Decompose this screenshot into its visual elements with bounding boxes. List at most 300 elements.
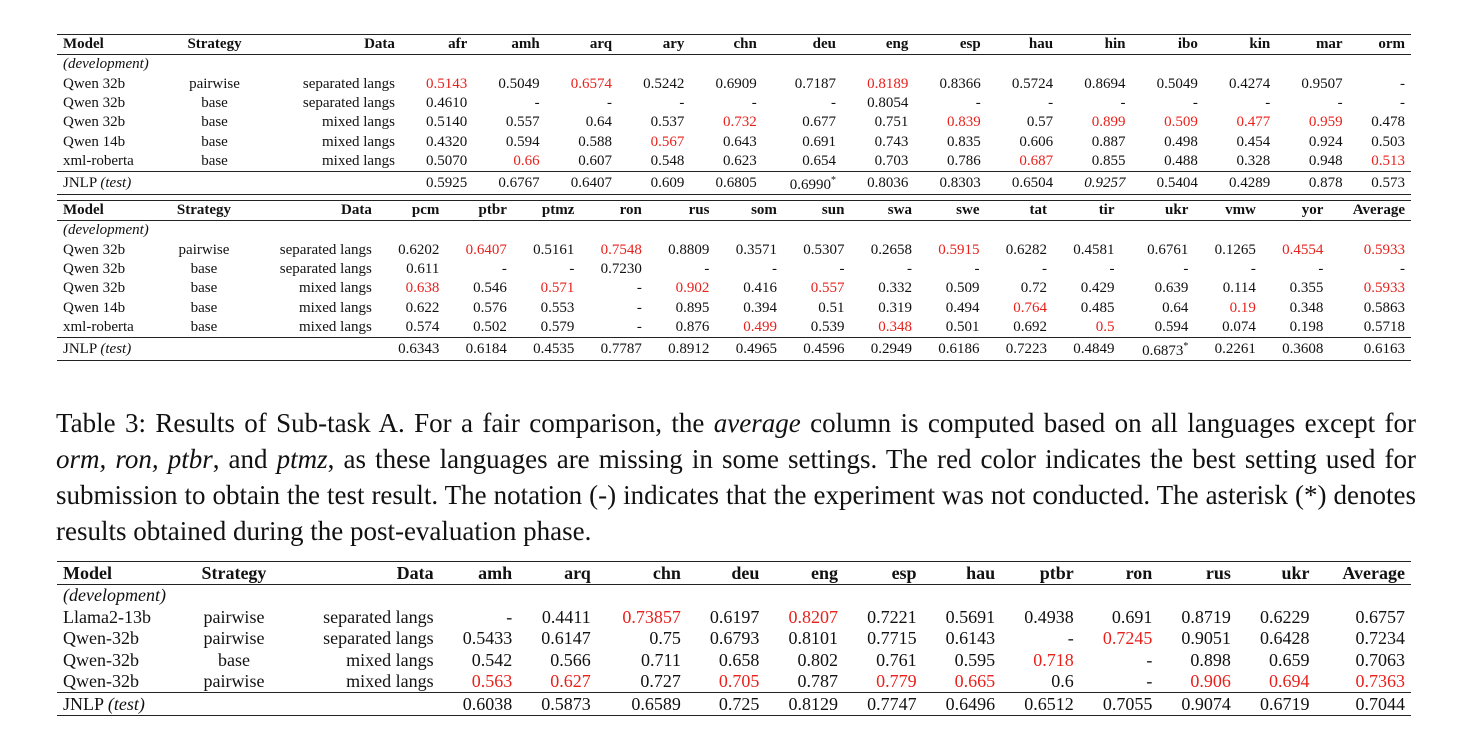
caption-rest: , as these languages are missing in some settings. The red color indicates the best setting used for submission to obtain the test result. The notation (-) indicates that the experiment was not conducted. The asterisk (*) denotes results obtained during the post-evaluation phase. [56, 444, 1416, 546]
value-cell: 0.7221 [867, 606, 917, 627]
empty-cell [1194, 221, 1262, 241]
value-cell: 0.594 [505, 133, 540, 150]
value-cell: 0.718 [1033, 649, 1074, 670]
value-cell: separated langs [323, 606, 434, 627]
value-cell: 0.6574 [570, 75, 613, 92]
value-cell: 0.5140 [426, 114, 468, 131]
value-cell: pairwise [203, 671, 265, 692]
value-cell: 0.638 [405, 280, 440, 297]
test-value-text: 0.6805 [715, 174, 757, 191]
test-value [546, 172, 618, 195]
test-value [783, 338, 851, 361]
test-value-text: 0.6719 [1259, 693, 1310, 714]
value-cell: - [906, 261, 912, 278]
value-cell: 0.537 [650, 114, 685, 131]
test-model: JNLP [63, 174, 97, 191]
value-cell: 0.732 [723, 114, 757, 131]
empty-cell [1059, 55, 1131, 75]
value-cell: 0.4610 [426, 95, 468, 112]
empty-cell [923, 584, 1002, 606]
column-header: Data [259, 35, 400, 55]
test-value [1262, 338, 1330, 361]
value-cell: - [830, 95, 836, 112]
column-header: rus [648, 201, 716, 221]
asterisk-mark: * [830, 175, 836, 187]
test-value [763, 172, 842, 195]
test-value-text: 0.725 [718, 693, 760, 714]
value-cell: 0.4320 [426, 133, 468, 150]
column-header: swe [918, 201, 986, 221]
value-cell: 0.332 [878, 280, 912, 297]
empty-cell [445, 221, 513, 241]
value-cell: 0.6147 [541, 628, 591, 649]
test-value [765, 693, 844, 716]
empty-cell [842, 55, 914, 75]
value-cell: 0.588 [578, 133, 613, 150]
table-caption [56, 405, 1416, 549]
column-header: esp [844, 562, 923, 585]
value-cell: - [751, 95, 757, 112]
test-value-text: 0.6343 [398, 340, 440, 357]
value-cell: 0.895 [675, 299, 710, 316]
value-cell: 0.595 [954, 649, 996, 670]
value-cell: 0.6428 [1259, 628, 1310, 649]
test-value [842, 172, 914, 195]
value-cell: mixed langs [322, 114, 395, 131]
test-value [687, 693, 766, 716]
value-cell: - [1183, 261, 1189, 278]
value-cell: 0.478 [1371, 114, 1405, 131]
value-cell: - [607, 95, 613, 112]
value-cell: 0.498 [1164, 133, 1198, 150]
value-cell: 0.2658 [870, 241, 912, 258]
value-cell: 0.7548 [600, 241, 642, 258]
test-value [513, 338, 581, 361]
value-cell: 0.5724 [1011, 75, 1054, 92]
value-cell: 0.503 [1371, 133, 1405, 150]
test-value-text: 0.7787 [600, 340, 642, 357]
value-cell: 0.751 [874, 114, 909, 131]
test-value [473, 172, 545, 195]
table-row [57, 113, 1411, 132]
column-header: som [715, 201, 783, 221]
empty-cell [580, 221, 648, 241]
value-cell: 0.7063 [1355, 649, 1405, 670]
value-cell: pairwise [189, 75, 240, 92]
value-cell: 0.6757 [1355, 606, 1405, 627]
value-cell: base [190, 299, 218, 316]
column-header: amh [440, 562, 519, 585]
test-value-text: 0.7055 [1102, 693, 1153, 714]
column-header: ary [618, 35, 690, 55]
value-cell: - [679, 95, 685, 112]
value-cell: 0.198 [1289, 318, 1324, 335]
value-cell: base [201, 152, 228, 169]
caption-mid1: column is computed based on all languages except for [800, 408, 1416, 438]
test-value [1329, 338, 1411, 361]
column-header: hau [923, 562, 1002, 585]
value-cell: base [190, 280, 218, 297]
test-value-text: 0.573 [1371, 174, 1405, 191]
value-cell: 0.606 [1019, 133, 1054, 150]
empty-cell [1121, 221, 1195, 241]
empty-cell [170, 172, 260, 195]
dev-label-row [57, 55, 1411, 75]
value-cell: 0.906 [1190, 671, 1231, 692]
column-header: arq [546, 35, 618, 55]
value-cell: 0.898 [1190, 649, 1231, 670]
header-row [57, 201, 1411, 221]
model-cell: xml-roberta [63, 318, 134, 335]
model-cell: Qwen-32b [63, 649, 139, 670]
value-cell: 0.711 [641, 649, 681, 670]
value-cell: 0.494 [945, 299, 980, 316]
value-cell: 0.576 [473, 299, 507, 316]
value-cell: 0.8366 [939, 75, 981, 92]
value-cell: 0.643 [723, 133, 757, 150]
value-cell: - [501, 261, 507, 278]
test-value [1001, 693, 1080, 716]
test-value-text: 0.5873 [541, 693, 591, 714]
value-cell: 0.7715 [867, 628, 917, 649]
column-header: deu [763, 35, 842, 55]
empty-cell [687, 584, 766, 606]
empty-cell [513, 221, 581, 241]
test-value-text: 0.7044 [1355, 693, 1405, 714]
value-cell: - [1337, 95, 1343, 112]
value-cell: 0.66 [513, 152, 540, 169]
value-cell: - [636, 299, 642, 316]
column-header: Model [57, 562, 185, 585]
value-cell: 0.8207 [788, 606, 838, 627]
value-cell: 0.8189 [867, 75, 909, 92]
value-cell: 0.5161 [533, 241, 575, 258]
test-value-text: 0.6038 [462, 693, 513, 714]
value-cell: - [771, 261, 777, 278]
column-header: ptbr [1001, 562, 1080, 585]
value-cell: 0.72 [1020, 280, 1047, 297]
column-header: eng [842, 35, 914, 55]
model-cell: Qwen 14b [63, 133, 126, 150]
empty-cell [378, 221, 446, 241]
table-row [57, 298, 1411, 317]
value-cell: 0.659 [1268, 649, 1310, 670]
header-row [57, 562, 1411, 585]
empty-cell [1080, 584, 1159, 606]
value-cell: 0.19 [1229, 299, 1256, 316]
table-row [57, 260, 1411, 279]
test-value [1080, 693, 1159, 716]
value-cell: 0.959 [1308, 114, 1343, 131]
value-cell: - [1265, 95, 1271, 112]
value-cell: 0.5933 [1363, 280, 1405, 297]
test-value-text: 0.9074 [1181, 693, 1231, 714]
column-header: ukr [1121, 201, 1195, 221]
test-value [445, 338, 513, 361]
value-cell: 0.594 [1154, 318, 1189, 335]
test-value-text: 0.9257 [1084, 174, 1126, 191]
empty-cell [518, 584, 597, 606]
value-cell: 0.658 [718, 649, 760, 670]
test-value-text: 0.5404 [1156, 174, 1198, 191]
value-cell: 0.4274 [1228, 75, 1271, 92]
results-table-2 [57, 200, 1411, 361]
value-cell: 0.727 [640, 671, 681, 692]
test-value-text: 0.6407 [570, 174, 613, 191]
value-cell: - [1146, 671, 1153, 692]
model-cell: Qwen 32b [63, 261, 126, 278]
value-cell: 0.553 [540, 299, 575, 316]
value-cell: 0.7363 [1355, 671, 1405, 692]
test-value-text: 0.7747 [867, 693, 917, 714]
value-cell: 0.764 [1013, 299, 1047, 316]
value-cell: mixed langs [346, 671, 434, 692]
test-value [715, 338, 783, 361]
value-cell: 0.654 [802, 152, 836, 169]
column-header: swa [850, 201, 918, 221]
value-cell: 0.855 [1091, 152, 1126, 169]
value-cell: 0.394 [743, 299, 777, 316]
test-value [985, 338, 1053, 361]
model-cell: Qwen 32b [63, 114, 126, 131]
value-cell: 0.499 [743, 318, 777, 335]
test-model-cell [57, 172, 170, 195]
value-cell: 0.6202 [398, 241, 440, 258]
column-header: sun [783, 201, 851, 221]
value-cell: 0.691 [802, 133, 836, 150]
test-model-cell [57, 693, 185, 716]
value-cell: 0.57 [1026, 114, 1054, 131]
value-cell: - [636, 318, 642, 335]
value-cell: 0.557 [810, 280, 845, 297]
model-cell: Llama2-13b [63, 606, 151, 627]
value-cell: 0.802 [797, 649, 838, 670]
value-cell: separated langs [323, 628, 434, 649]
test-value-text: 0.5925 [426, 174, 468, 191]
column-header: Average [1315, 562, 1411, 585]
value-cell: 0.6909 [715, 75, 757, 92]
value-cell: 0.622 [405, 299, 440, 316]
column-header: Model [57, 201, 162, 221]
test-value [1204, 172, 1276, 195]
test-row [57, 338, 1411, 361]
value-cell: - [1120, 95, 1126, 112]
table-row [57, 318, 1411, 338]
empty-cell [185, 693, 283, 716]
value-cell: 0.548 [650, 152, 685, 169]
value-cell: 0.7245 [1102, 628, 1153, 649]
empty-cell [618, 55, 690, 75]
test-label: (test) [100, 174, 132, 191]
empty-cell [1276, 55, 1348, 75]
empty-cell [246, 338, 378, 361]
empty-cell [918, 221, 986, 241]
value-cell: 0.64 [1162, 299, 1189, 316]
value-cell: 0.611 [406, 261, 440, 278]
column-header: tir [1053, 201, 1121, 221]
value-cell: 0.5933 [1363, 241, 1405, 258]
test-value-text: 0.4849 [1073, 340, 1115, 357]
value-cell: 0.8694 [1084, 75, 1126, 92]
value-cell: 0.5242 [643, 75, 685, 92]
test-value-text: 0.2949 [870, 340, 912, 357]
test-value-text: 0.4596 [803, 340, 845, 357]
value-cell: 0.687 [1019, 152, 1054, 169]
test-model: JNLP [63, 693, 104, 714]
value-cell: - [1042, 261, 1047, 278]
value-cell: 0.513 [1371, 152, 1405, 169]
empty-cell [987, 55, 1059, 75]
value-cell: - [839, 261, 845, 278]
value-cell: 0.607 [578, 152, 613, 169]
test-value [1349, 172, 1411, 195]
value-cell: - [1400, 261, 1405, 278]
test-value-text: 0.8912 [668, 340, 710, 357]
column-header: ptmz [513, 201, 581, 221]
value-cell: 0.5718 [1363, 318, 1405, 335]
table-row [57, 606, 1411, 628]
value-cell: 0.6793 [709, 628, 760, 649]
value-cell: 0.501 [945, 318, 980, 335]
test-value-text: 0.7223 [1005, 340, 1047, 357]
value-cell: 0.328 [1236, 152, 1271, 169]
value-cell: 0.566 [550, 649, 591, 670]
column-header: Data [246, 201, 378, 221]
column-header: Strategy [185, 562, 283, 585]
empty-cell [546, 55, 618, 75]
caption-em-average: average [713, 408, 801, 438]
column-header: tat [985, 201, 1053, 221]
caption-em-langs: orm, ron, ptbr [56, 444, 213, 474]
value-cell: 0.485 [1080, 299, 1115, 316]
dev-label: (development) [63, 56, 149, 73]
value-cell: - [1250, 261, 1256, 278]
value-cell: 0.4938 [1024, 606, 1074, 627]
model-cell: xml-roberta [63, 152, 134, 169]
test-label: (test) [100, 340, 132, 357]
value-cell: 0.899 [1091, 114, 1126, 131]
test-value [923, 693, 1002, 716]
value-cell: 0.786 [946, 152, 981, 169]
value-cell: - [1048, 95, 1054, 112]
empty-cell [597, 584, 687, 606]
table-row [57, 132, 1411, 151]
value-cell: - [1400, 95, 1405, 112]
value-cell: 0.563 [471, 671, 513, 692]
value-cell: 0.355 [1289, 280, 1324, 297]
value-cell: separated langs [302, 75, 395, 92]
value-cell: 0.5 [1095, 318, 1115, 335]
column-header: yor [1262, 201, 1330, 221]
asterisk-mark: * [1183, 341, 1189, 353]
column-header: rus [1158, 562, 1237, 585]
test-value [1121, 338, 1195, 361]
table-row [57, 649, 1411, 671]
value-cell: - [1109, 261, 1115, 278]
value-cell: 0.623 [723, 152, 757, 169]
test-value [518, 693, 597, 716]
test-value [401, 172, 473, 195]
value-cell: pairwise [203, 628, 265, 649]
column-header: deu [687, 562, 766, 585]
column-header: esp [914, 35, 986, 55]
empty-cell [1158, 584, 1237, 606]
value-cell: 0.429 [1080, 280, 1115, 297]
test-value [1131, 172, 1203, 195]
model-cell: Qwen 32b [63, 241, 126, 258]
test-value-text: 0.8303 [939, 174, 981, 191]
test-value [1237, 693, 1316, 716]
column-header: mar [1276, 35, 1348, 55]
value-cell: - [974, 261, 980, 278]
test-value [618, 172, 690, 195]
value-cell: 0.502 [473, 318, 507, 335]
test-value [1194, 338, 1262, 361]
value-cell: 0.902 [675, 280, 710, 297]
test-value [1053, 338, 1121, 361]
value-cell: 0.8054 [867, 95, 909, 112]
column-header: ibo [1131, 35, 1203, 55]
test-value [987, 172, 1059, 195]
value-cell: 0.64 [585, 114, 613, 131]
test-value-text: 0.3608 [1282, 340, 1324, 357]
value-cell: 0.887 [1091, 133, 1126, 150]
test-value [850, 338, 918, 361]
empty-cell [1262, 221, 1330, 241]
value-cell: - [506, 606, 513, 627]
value-cell: 0.5433 [462, 628, 513, 649]
column-header: Average [1329, 201, 1411, 221]
table-row [57, 75, 1411, 94]
model-cell: Qwen 14b [63, 299, 126, 316]
table-row [57, 94, 1411, 113]
empty-cell [1001, 584, 1080, 606]
empty-cell [763, 55, 842, 75]
empty-cell [440, 584, 519, 606]
empty-cell [162, 338, 246, 361]
test-value-text: 0.8129 [788, 693, 838, 714]
test-value-text: 0.6767 [498, 174, 540, 191]
value-cell: 0.7187 [794, 75, 836, 92]
value-cell: 0.51 [818, 299, 845, 316]
column-header: amh [473, 35, 545, 55]
test-value-text: 0.6589 [631, 693, 681, 714]
value-cell: 0.114 [1222, 280, 1256, 297]
value-cell: 0.75 [649, 628, 681, 649]
value-cell: mixed langs [346, 649, 434, 670]
value-cell: 0.546 [473, 280, 507, 297]
value-cell: 0.416 [743, 280, 777, 297]
value-cell: 0.703 [874, 152, 909, 169]
test-value [1315, 693, 1411, 716]
value-cell: 0.1265 [1214, 241, 1256, 258]
header-row [57, 35, 1411, 55]
column-header: Data [283, 562, 439, 585]
value-cell: 0.571 [540, 280, 575, 297]
column-header: afr [401, 35, 473, 55]
results-table-1 [57, 34, 1411, 195]
value-cell: 0.876 [675, 318, 710, 335]
value-cell: mixed langs [322, 133, 395, 150]
empty-cell [914, 55, 986, 75]
column-header: ukr [1237, 562, 1316, 585]
value-cell: - [1192, 95, 1198, 112]
value-cell: 0.677 [802, 114, 836, 131]
value-cell: mixed langs [322, 152, 395, 169]
empty-cell [1204, 55, 1276, 75]
test-value [1059, 172, 1131, 195]
empty-cell [850, 221, 918, 241]
